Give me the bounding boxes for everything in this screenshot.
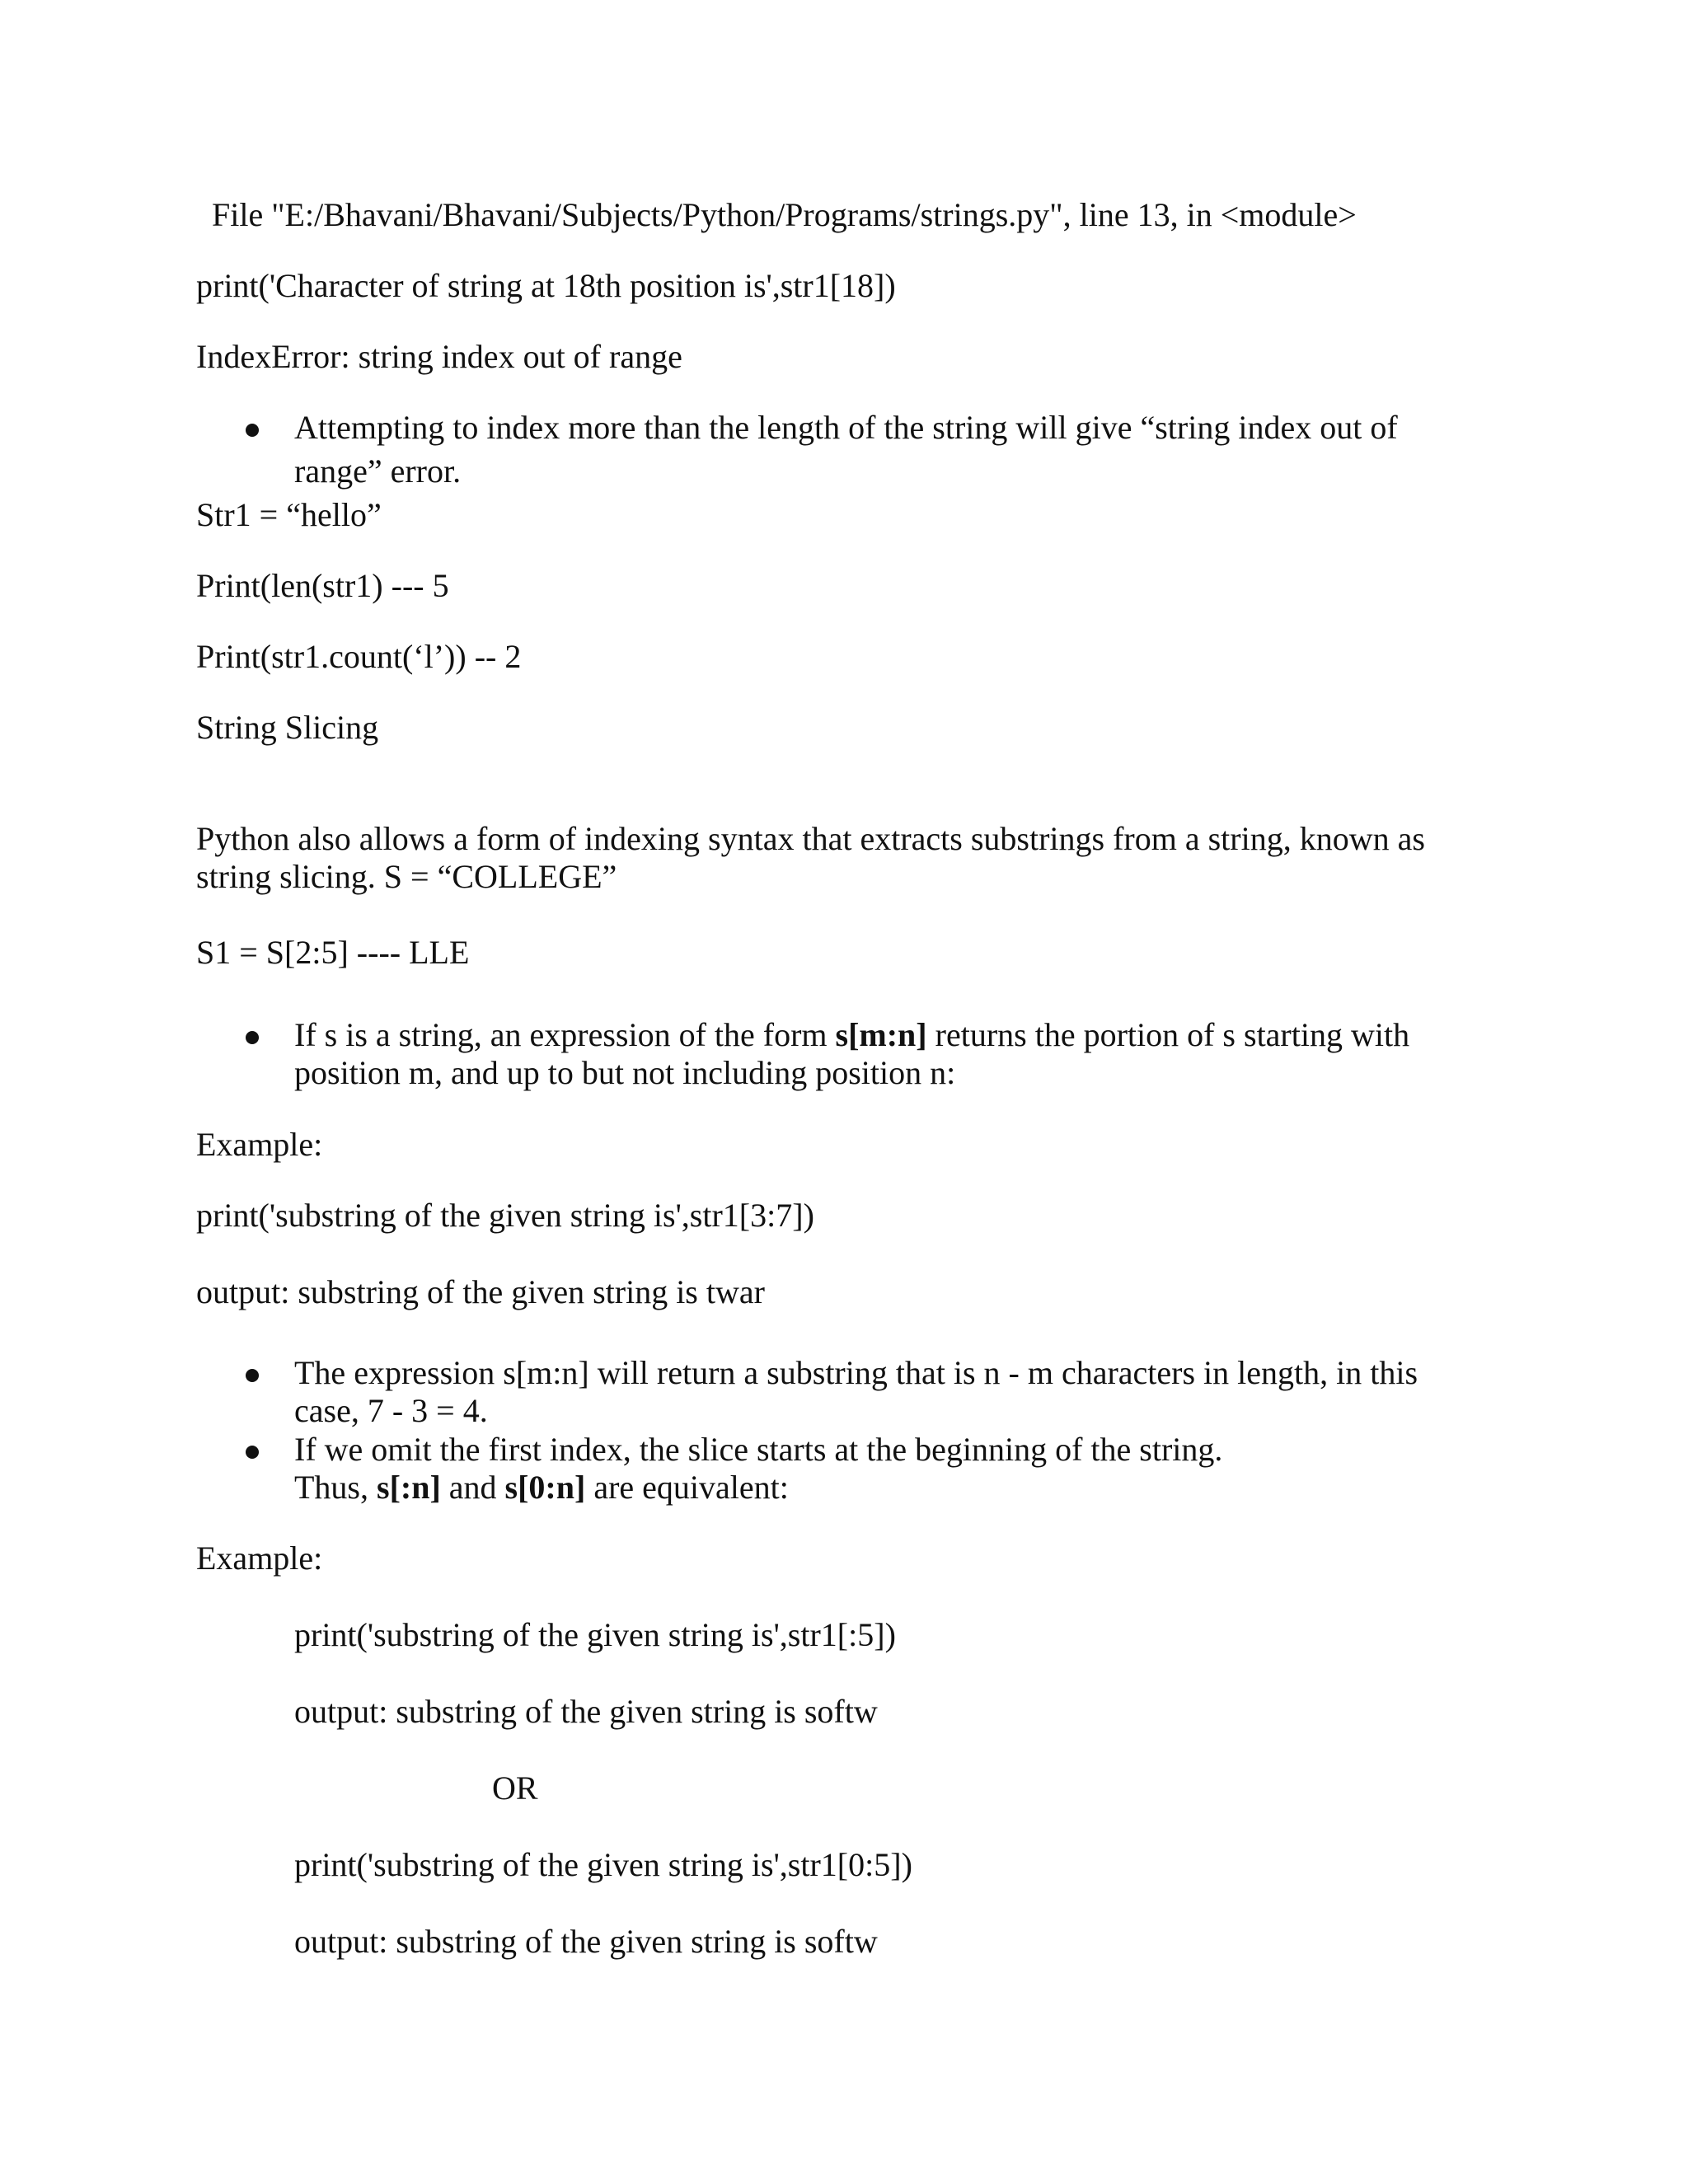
index-note-line1: Attempting to index more than the length of the string will give “string index out of: [294, 409, 1398, 446]
example-output-line: output: substring of the given string is twar: [196, 1273, 765, 1310]
omit-index-text-end: are equivalent:: [585, 1469, 789, 1506]
slice-syntax-b: s[0:n]: [504, 1469, 586, 1506]
traceback-file-line: File "E:/Bhavani/Bhavani/Subjects/Python/Programs/strings.py", line 13, in <module>: [212, 196, 1357, 233]
s1-slice-example: S1 = S[2:5] ---- LLE: [196, 934, 470, 971]
omit-index-line2: [294, 1469, 789, 1507]
example-output-line: output: substring of the given string is softw: [294, 1693, 878, 1730]
slice-length-line1: The expression s[m:n] will return a substring that is n - m characters in length, in this: [294, 1354, 1418, 1391]
count-call-line: Print(str1.count(‘l’)) -- 2: [196, 638, 522, 675]
example-code-line: print('substring of the given string is',str1[:5]): [294, 1616, 896, 1653]
slice-rule-line1: [294, 1016, 1409, 1054]
section-heading-string-slicing: String Slicing: [196, 709, 379, 746]
slice-rule-text-cont: returns the portion of s starting with: [926, 1016, 1410, 1053]
len-call-line: Print(len(str1) --- 5: [196, 567, 449, 604]
slicing-intro-line1: Python also allows a form of indexing syntax that extracts substrings from a string, known as: [196, 820, 1425, 857]
traceback-error-line: IndexError: string index out of range: [196, 338, 682, 375]
slice-syntax-a: s[:n]: [377, 1469, 441, 1506]
str1-assignment: Str1 = “hello”: [196, 496, 382, 533]
example-output-line: output: substring of the given string is softw: [294, 1923, 878, 1960]
or-separator: OR: [492, 1769, 538, 1807]
example-label: Example:: [196, 1540, 323, 1577]
slicing-intro-line2: string slicing. S = “COLLEGE”: [196, 858, 617, 895]
omit-index-line1: If we omit the first index, the slice starts at the beginning of the string.: [294, 1431, 1223, 1468]
slice-rule-syntax: s[m:n]: [835, 1016, 927, 1053]
bullet-marker: [246, 1031, 259, 1044]
omit-index-text: Thus,: [294, 1469, 377, 1506]
bullet-marker: [246, 1369, 259, 1382]
bullet-marker: [246, 1446, 259, 1459]
slice-rule-text: If s is a string, an expression of the form: [294, 1016, 836, 1053]
bullet-marker: [246, 424, 259, 437]
slice-length-line2: case, 7 - 3 = 4.: [294, 1392, 488, 1429]
traceback-code-line: print('Character of string at 18th position is',str1[18]): [196, 267, 896, 304]
slice-rule-line2: position m, and up to but not including position n:: [294, 1054, 956, 1091]
omit-index-and: and: [440, 1469, 505, 1506]
index-note-line2: range” error.: [294, 452, 462, 490]
example-code-line: print('substring of the given string is',str1[3:7]): [196, 1197, 814, 1234]
example-label: Example:: [196, 1126, 323, 1163]
example-code-line: print('substring of the given string is',str1[0:5]): [294, 1846, 912, 1883]
